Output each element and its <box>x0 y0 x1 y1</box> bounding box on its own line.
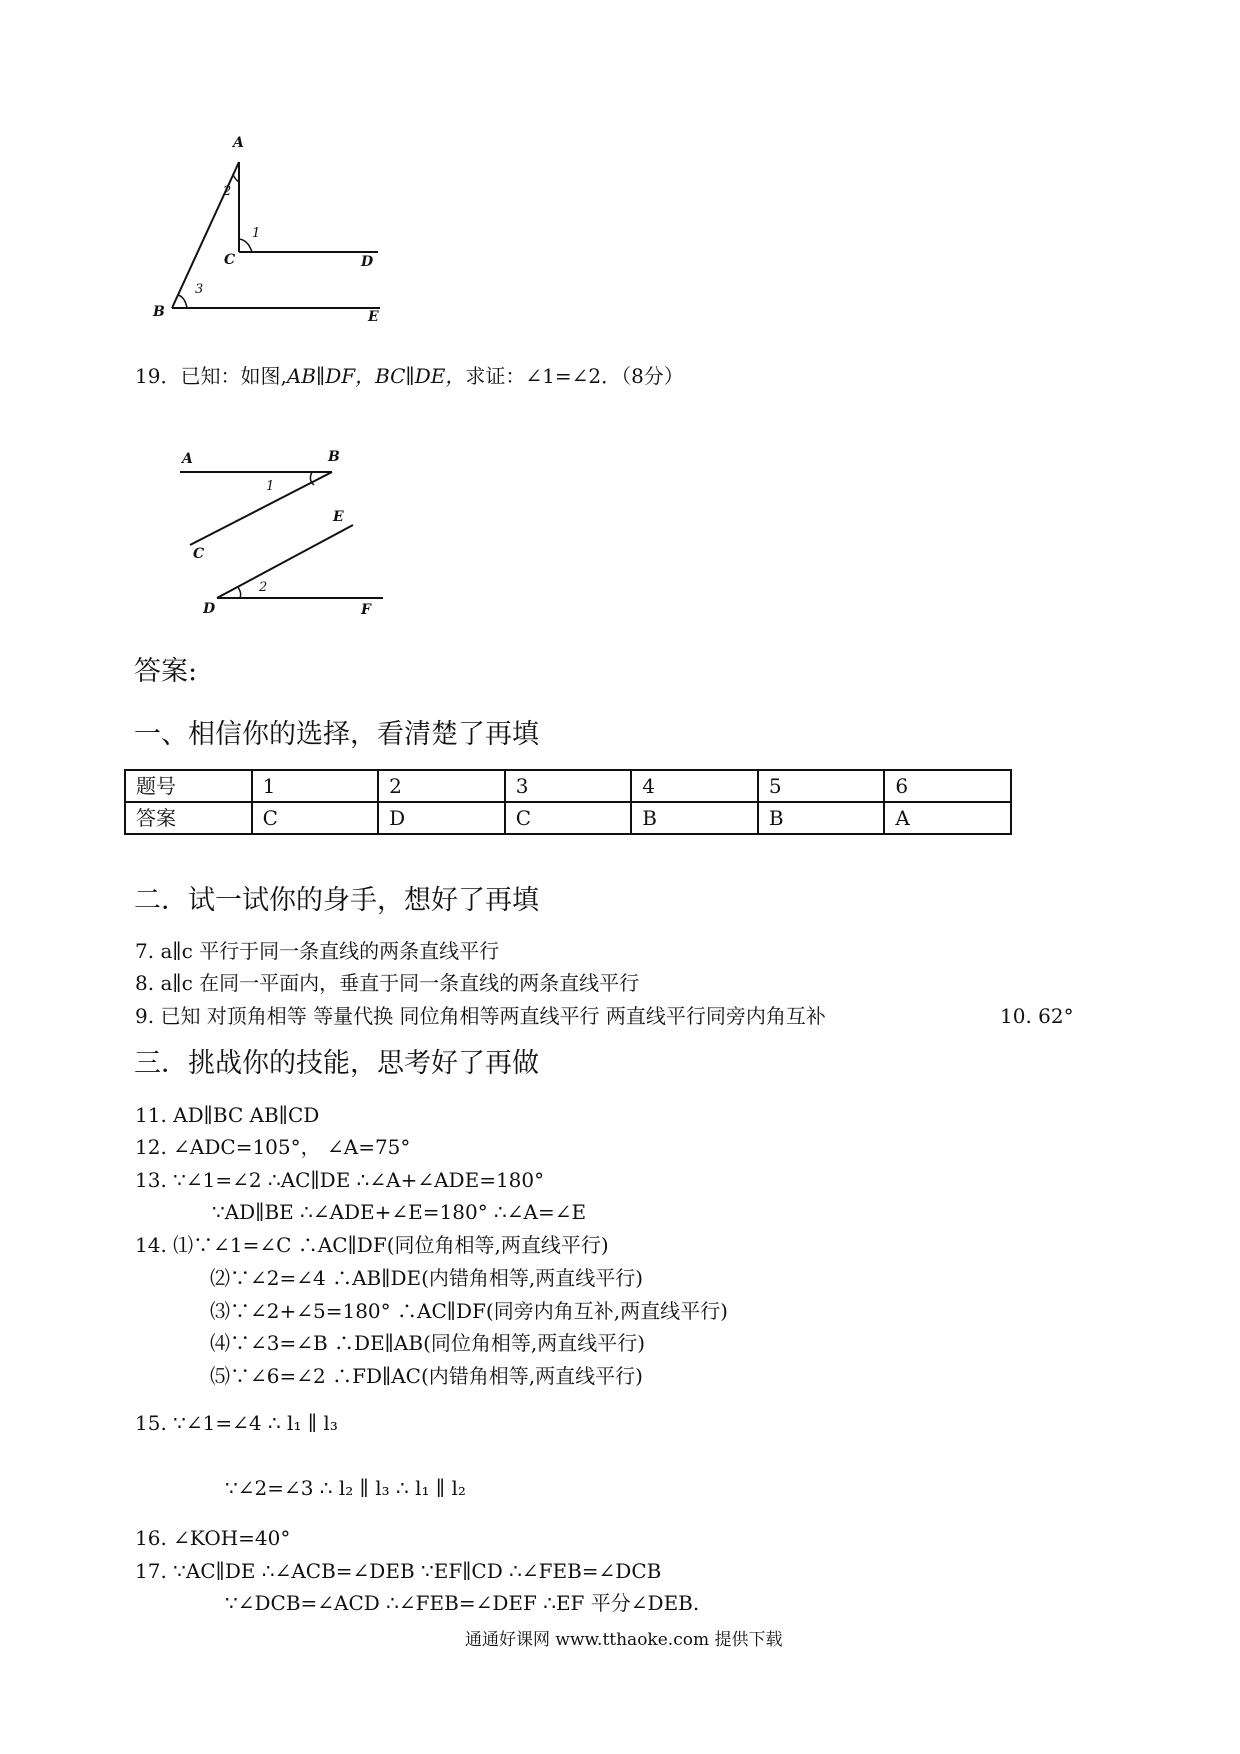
fig2-angle-1: 1 <box>266 479 275 494</box>
table-cell: 3 <box>505 770 632 802</box>
table-cell: 1 <box>252 770 379 802</box>
q19-condition: AB∥DF，BC∥DE， <box>286 364 466 388</box>
fig1-label-e: E <box>368 309 379 325</box>
q19-prefix: 19．已知：如图, <box>135 364 287 388</box>
answer-line-15b: ∵∠2=∠3 ∴ l₂ ∥ l₃ ∴ l₁ ∥ l₂ <box>225 1476 466 1500</box>
table-cell: 答案 <box>125 802 252 834</box>
answer-line-11: 11. AD∥BC AB∥CD <box>135 1103 320 1127</box>
figure-z-parallel <box>160 445 400 625</box>
section3-title: 三．挑战你的技能，思考好了再做 <box>134 1048 539 1079</box>
section1-title: 一、相信你的选择，看清楚了再填 <box>134 719 539 750</box>
answer-line-10: 10. 62° <box>1000 1004 1074 1028</box>
answer-line-17b: ∵∠DCB=∠ACD ∴∠FEB=∠DEF ∴EF 平分∠DEB. <box>225 1591 700 1615</box>
table-cell: D <box>378 802 505 834</box>
fig1-label-c: C <box>224 252 236 268</box>
answer-line-12: 12. ∠ADC=105°， ∠A=75° <box>135 1135 411 1159</box>
table-cell: 4 <box>631 770 758 802</box>
table-cell: 2 <box>378 770 505 802</box>
footer-credit: 通通好课网 www.tthaoke.com 提供下载 <box>465 1630 783 1650</box>
answer-line-7: 7. a∥c 平行于同一条直线的两条直线平行 <box>135 939 500 963</box>
question-19 <box>135 364 684 388</box>
fig2-label-f: F <box>361 602 371 618</box>
table-cell: 题号 <box>125 770 252 802</box>
fig2-label-a: A <box>182 451 193 467</box>
answer-line-13b: ∵AD∥BE ∴∠ADE+∠E=180° ∴∠A=∠E <box>212 1200 587 1224</box>
table-cell: C <box>505 802 632 834</box>
section2-title: 二．试一试你的身手，想好了再填 <box>134 885 539 916</box>
answer-line-14-4: ⑷∵∠3=∠B ∴DE∥AB(同位角相等,两直线平行) <box>210 1331 646 1355</box>
table-row <box>125 770 1011 802</box>
fig2-angle-2: 2 <box>259 580 268 595</box>
answer-line-16: 16. ∠KOH=40° <box>135 1526 291 1550</box>
fig1-angle-3: 3 <box>195 282 204 297</box>
answer-table <box>124 769 1012 835</box>
table-cell: C <box>252 802 379 834</box>
fig1-angle-2: 2 <box>223 184 232 199</box>
answer-line-14-3: ⑶∵∠2+∠5=180° ∴AC∥DF(同旁内角互补,两直线平行) <box>210 1299 728 1323</box>
table-cell: B <box>631 802 758 834</box>
answer-line-14-5: ⑸∵∠6=∠2 ∴FD∥AC(内错角相等,两直线平行) <box>210 1364 643 1388</box>
table-cell: 5 <box>758 770 885 802</box>
answer-line-8: 8. a∥c 在同一平面内，垂直于同一条直线的两条直线平行 <box>135 971 640 995</box>
fig2-label-b: B <box>328 449 340 465</box>
table-cell: 6 <box>884 770 1011 802</box>
answer-line-13a: 13. ∵∠1=∠2 ∴AC∥DE ∴∠A+∠ADE=180° <box>135 1168 545 1192</box>
fig1-label-d: D <box>361 254 374 270</box>
answer-line-14-2: ⑵∵∠2=∠4 ∴AB∥DE(内错角相等,两直线平行) <box>210 1266 644 1290</box>
table-cell: B <box>758 802 885 834</box>
fig1-label-b: B <box>153 304 165 320</box>
answer-heading: 答案: <box>134 656 198 687</box>
figure-triangle-parallel <box>140 125 400 330</box>
table-cell: A <box>884 802 1011 834</box>
answer-line-17a: 17. ∵AC∥DE ∴∠ACB=∠DEB ∵EF∥CD ∴∠FEB=∠DCB <box>135 1559 662 1583</box>
answer-line-9: 9. 已知 对顶角相等 等量代换 同位角相等两直线平行 两直线平行同旁内角互补 <box>135 1004 826 1028</box>
fig1-label-a: A <box>233 135 244 151</box>
fig2-label-e: E <box>333 509 344 525</box>
fig1-angle-1: 1 <box>252 226 261 241</box>
fig2-label-c: C <box>193 546 205 562</box>
answer-line-14-1: 14. ⑴∵∠1=∠C ∴AC∥DF(同位角相等,两直线平行) <box>135 1233 609 1257</box>
q19-claim: 求证：∠1=∠2．（8分） <box>465 364 684 388</box>
answer-line-15a: 15. ∵∠1=∠4 ∴ l₁ ∥ l₃ <box>135 1411 338 1435</box>
table-row <box>125 802 1011 834</box>
fig2-label-d: D <box>203 601 216 617</box>
